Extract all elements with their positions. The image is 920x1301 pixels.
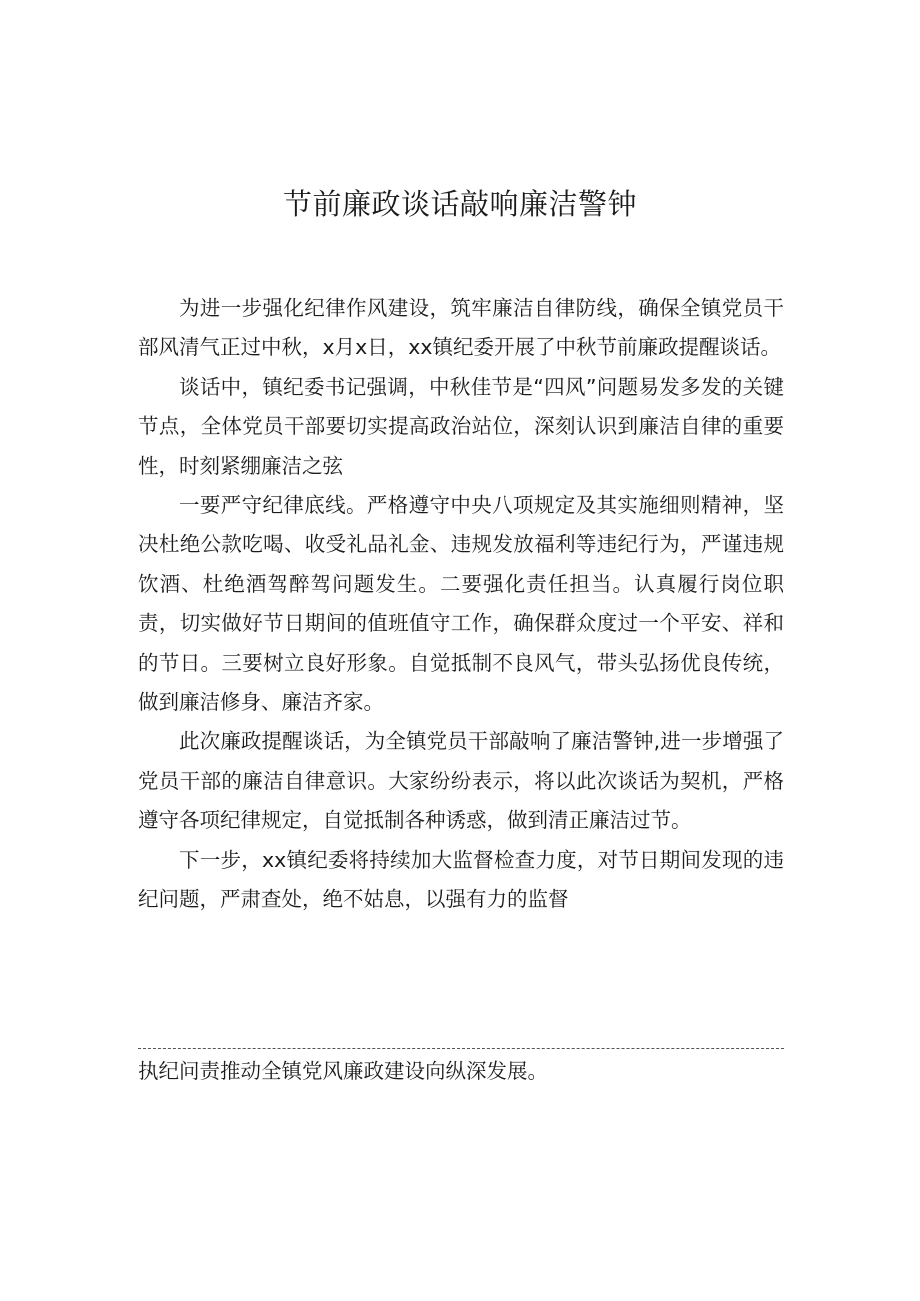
document-title: 节前廉政谈话敲响廉洁警钟	[282, 187, 637, 221]
paragraph-requirements: 一要严守纪律底线。严格遵守中央八项规定及其实施细则精神，坚决杜绝公款吃喝、收受礼品礼金、违规发放福利等违纪行为，严谨违规饮酒、杜绝酒驾醉驾问题发生。二要强化责任担当。认真履行岗位职责，切实做好节日期间的值班值守工作，确保群众度过一个平安、祥和的节日。三要树立良好形象。自觉抵制不良风气，带头弘扬优良传统，做到廉洁修身、廉洁齐家。	[138, 493, 784, 715]
paragraph-emphasis: 谈话中，镇纪委书记强调，中秋佳节是“四风”问题易发多发的关键节点，全体党员干部要切实提高政治站位，深刻认识到廉洁自律的重要性，时刻紧绷廉洁之弦	[138, 374, 784, 478]
paragraph-next-step: 下一步，xx镇纪委将持续加大监督检查力度，对节日期间发现的违纪问题，严肃查处，绝不姑息，以强有力的监督	[138, 847, 784, 912]
paragraph-effect: 此次廉政提醒谈话，为全镇党员干部敲响了廉洁警钟,进一步增强了党员干部的廉洁自律意识。大家纷纷表示，将以此次谈话为契机，严格遵守各项纪律规定，自觉抵制各种诱惑，做到清正廉洁过节。	[138, 729, 784, 833]
document-body	[138, 289, 784, 920]
section-divider	[138, 1048, 784, 1049]
paragraph-continuation: 执纪问责推动全镇党风廉政建设向纵深发展。	[138, 1059, 548, 1083]
paragraph-intro: 为进一步强化纪律作风建设，筑牢廉洁自律防线，确保全镇党员干部风清气正过中秋，x月x日，xx镇纪委开展了中秋节前廉政提醒谈话。	[138, 296, 784, 360]
